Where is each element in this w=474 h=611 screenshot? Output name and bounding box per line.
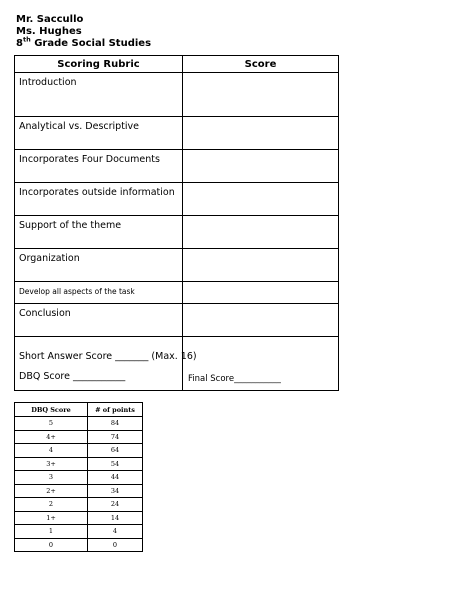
rubric-criterion-label: Introduction bbox=[19, 77, 77, 88]
rubric-score-cell bbox=[183, 117, 339, 150]
points-row bbox=[15, 538, 143, 552]
final-score-line: Final Score___________ bbox=[188, 374, 281, 384]
rubric-row bbox=[15, 183, 339, 216]
points-value: 54 bbox=[88, 457, 143, 471]
rubric-criterion-label: Develop all aspects of the task bbox=[19, 287, 135, 296]
teacher-name-2: Ms. Hughes bbox=[16, 26, 82, 37]
points-row bbox=[15, 484, 143, 498]
rubric-criterion bbox=[15, 150, 183, 183]
summary-scores-cell bbox=[15, 337, 197, 391]
final-score-cell bbox=[183, 337, 339, 391]
dbq-score-value: 1 bbox=[15, 525, 88, 539]
rubric-header-criteria: Scoring Rubric bbox=[15, 56, 183, 73]
dbq-points-table bbox=[14, 402, 143, 552]
rubric-criterion bbox=[15, 282, 183, 304]
short-answer-score-line: Short Answer Score _______ (Max. 16) bbox=[19, 351, 197, 362]
rubric-criterion bbox=[15, 73, 183, 117]
rubric-criterion bbox=[15, 304, 183, 337]
dbq-score-value: 0 bbox=[15, 538, 88, 552]
rubric-header-row bbox=[15, 56, 339, 73]
course-name: Grade Social Studies bbox=[34, 38, 152, 49]
points-value: 34 bbox=[88, 484, 143, 498]
rubric-row bbox=[15, 282, 339, 304]
rubric-criterion bbox=[15, 117, 183, 150]
rubric-score-cell bbox=[183, 73, 339, 117]
rubric-header-score: Score bbox=[183, 56, 339, 73]
points-value: 24 bbox=[88, 498, 143, 512]
scoring-rubric-table bbox=[14, 55, 339, 391]
rubric-score-cell bbox=[183, 249, 339, 282]
rubric-criterion-label: Incorporates outside information bbox=[19, 187, 175, 198]
points-value: 84 bbox=[88, 417, 143, 431]
points-header-row bbox=[15, 403, 143, 417]
rubric-row bbox=[15, 249, 339, 282]
rubric-score-cell bbox=[183, 282, 339, 304]
points-row bbox=[15, 498, 143, 512]
rubric-criterion-label: Organization bbox=[19, 253, 80, 264]
points-header-dbq: DBQ Score bbox=[15, 403, 88, 417]
rubric-row bbox=[15, 73, 339, 117]
points-row bbox=[15, 457, 143, 471]
course-title bbox=[16, 35, 152, 50]
rubric-score-cell bbox=[183, 304, 339, 337]
dbq-score-value: 2+ bbox=[15, 484, 88, 498]
dbq-score-value: 2 bbox=[15, 498, 88, 512]
points-row bbox=[15, 430, 143, 444]
points-value: 44 bbox=[88, 471, 143, 485]
teacher-name-1: Mr. Saccullo bbox=[16, 14, 84, 25]
rubric-criterion bbox=[15, 183, 183, 216]
points-value: 4 bbox=[88, 525, 143, 539]
points-row bbox=[15, 471, 143, 485]
dbq-score-value: 3+ bbox=[15, 457, 88, 471]
rubric-score-cell bbox=[183, 216, 339, 249]
rubric-score-cell bbox=[183, 150, 339, 183]
points-row bbox=[15, 417, 143, 431]
rubric-row bbox=[15, 216, 339, 249]
dbq-score-value: 1+ bbox=[15, 511, 88, 525]
points-row bbox=[15, 525, 143, 539]
grade-suffix: th bbox=[22, 35, 31, 44]
rubric-row bbox=[15, 117, 339, 150]
document-header bbox=[16, 14, 151, 50]
points-value: 14 bbox=[88, 511, 143, 525]
dbq-score-value: 5 bbox=[15, 417, 88, 431]
points-header-points: # of points bbox=[88, 403, 143, 417]
rubric-row bbox=[15, 150, 339, 183]
rubric-criterion bbox=[15, 216, 183, 249]
dbq-score-value: 4+ bbox=[15, 430, 88, 444]
points-value: 64 bbox=[88, 444, 143, 458]
rubric-row bbox=[15, 304, 339, 337]
dbq-score-value: 3 bbox=[15, 471, 88, 485]
points-value: 0 bbox=[88, 538, 143, 552]
points-value: 74 bbox=[88, 430, 143, 444]
rubric-criterion bbox=[15, 249, 183, 282]
rubric-criterion-label: Support of the theme bbox=[19, 220, 122, 231]
points-row bbox=[15, 511, 143, 525]
grade-number: 8 bbox=[16, 38, 23, 49]
dbq-score-line: DBQ Score ___________ bbox=[19, 371, 126, 382]
rubric-score-cell bbox=[183, 183, 339, 216]
rubric-criterion-label: Analytical vs. Descriptive bbox=[19, 121, 140, 132]
rubric-summary-row bbox=[15, 337, 339, 391]
rubric-criterion-label: Conclusion bbox=[19, 308, 71, 319]
points-row bbox=[15, 444, 143, 458]
dbq-score-value: 4 bbox=[15, 444, 88, 458]
rubric-criterion-label: Incorporates Four Documents bbox=[19, 154, 160, 165]
